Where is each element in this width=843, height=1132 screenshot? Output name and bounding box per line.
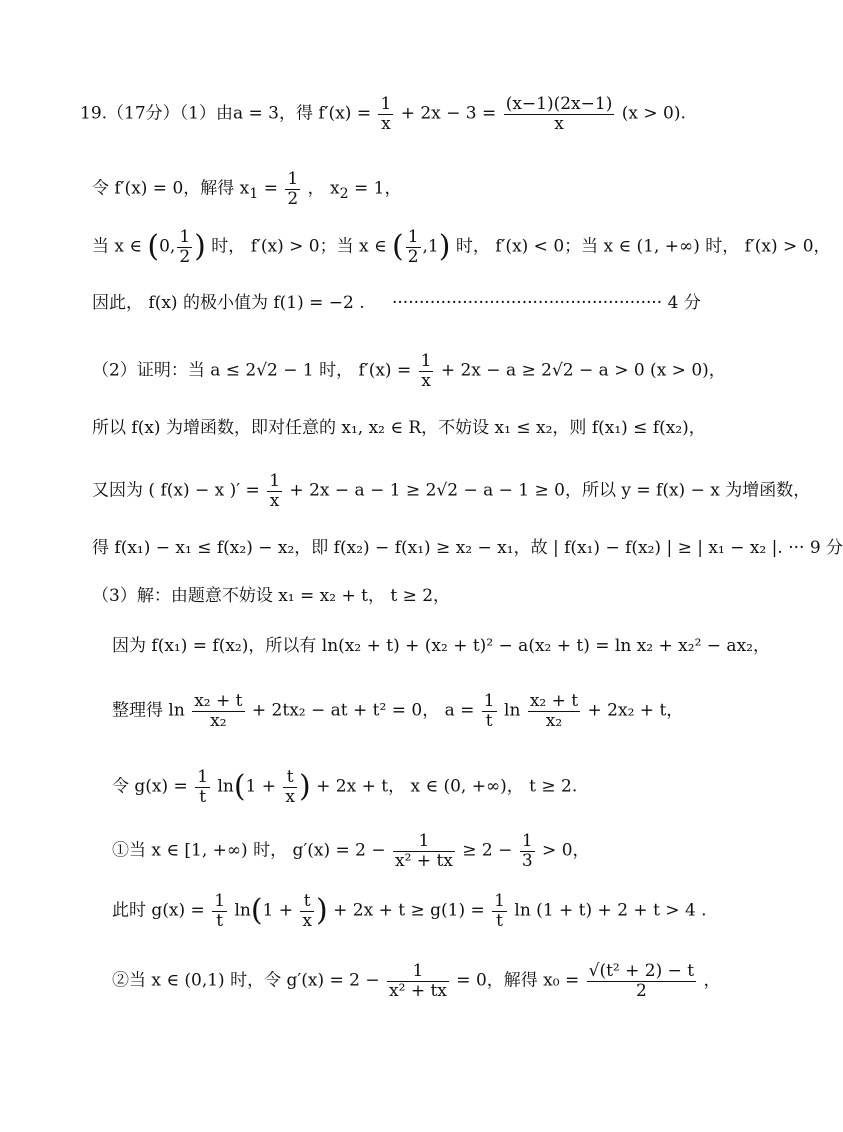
numerator: 1 [420, 351, 432, 371]
text-part: 又因为 ( f(x) − x )′ = [92, 480, 260, 501]
text-part: （3）解：由题意不妨设 x₁ = x₂ + t， t ≥ 2， [92, 586, 451, 606]
fraction [520, 832, 535, 870]
text-part: = 0，解得 x₀ = [456, 970, 580, 991]
denominator: 2 [287, 188, 299, 209]
denominator: x [302, 910, 313, 931]
fraction [300, 892, 314, 930]
solution-line-4 [92, 295, 365, 312]
numerator: t [300, 892, 314, 912]
numerator: 1 [494, 891, 505, 911]
text-part: ， x [307, 178, 340, 199]
fraction [177, 228, 192, 266]
score-line-4 [392, 295, 701, 312]
text-part: > 0， [542, 840, 590, 861]
text-part: ≥ 2 − [462, 840, 513, 861]
text-part: ln (1 + t) + 2 + t > 4 . [514, 900, 707, 921]
solution-line-5 [92, 352, 726, 390]
subscript: 2 [339, 186, 349, 203]
text-part: 时， f′(x) < 0；当 x ∈ (1, +∞) 时， f′(x) > 0， [455, 236, 831, 257]
numerator: t [283, 768, 297, 788]
solution-line-13 [112, 832, 590, 870]
fraction [267, 472, 282, 510]
dot-leader: ·················································· [392, 293, 663, 313]
text-part: 令 g(x) = [112, 776, 188, 797]
denominator: t [216, 910, 224, 931]
fraction [192, 692, 244, 730]
solution-line-9 [92, 588, 450, 605]
numerator: 1 [521, 831, 533, 851]
fraction [195, 768, 210, 806]
fraction [212, 892, 227, 930]
solution-line-12 [112, 768, 577, 806]
solution-line-10 [112, 638, 770, 655]
fraction [387, 962, 449, 1000]
problem-intro: 19.（17分）（1）由a = 3，得 [80, 103, 313, 124]
text-part: 此时 g(x) = [112, 900, 205, 921]
derivative-expr: f′(x) = [318, 103, 372, 124]
fraction [406, 228, 421, 266]
text-part: 整理得 ln [112, 700, 185, 721]
fraction [528, 692, 580, 730]
solution-line-15 [112, 962, 721, 1000]
open-paren: ( [233, 769, 246, 805]
solution-line-8 [92, 540, 843, 557]
open-paren: ( [391, 229, 404, 265]
fraction [492, 892, 507, 930]
score-label: 9 分 [809, 538, 843, 558]
fraction [393, 832, 455, 870]
fraction [504, 95, 615, 133]
solution-line-1 [80, 95, 686, 133]
denominator: 2 [407, 246, 419, 267]
text-part: + 2tx₂ − at + t² = 0， a = [251, 700, 475, 721]
score-label: 4 分 [667, 293, 701, 313]
denominator: x [381, 113, 391, 134]
text-part: 1 + [245, 776, 277, 797]
denominator: 2 [635, 980, 647, 1001]
text-part: ln [217, 776, 234, 797]
numerator: (x−1)(2x−1) [505, 94, 613, 114]
numerator: 1 [407, 227, 419, 247]
numerator: 1 [483, 691, 495, 711]
text-part: ， [703, 970, 721, 991]
denominator: 3 [521, 850, 533, 871]
text-part: + 2x₂ + t， [587, 700, 684, 721]
text-part: ②当 x ∈ (0,1) 时，令 g′(x) = 2 − [112, 970, 380, 991]
text-part: + 2x + t ≥ g(1) = [333, 900, 485, 921]
text-part: 因此， f(x) 的极小值为 f(1) = −2 . [92, 293, 365, 313]
text-part: ln [504, 700, 521, 721]
fraction [283, 768, 297, 806]
text-part: ln [234, 900, 251, 921]
numerator: x₂ + t [529, 691, 579, 711]
text-part: 得 f(x₁) − x₁ ≤ f(x₂) − x₂，即 f(x₂) − f(x₁) ≥ x₂ − x₁，故 | f(x₁) − f(x₂) | ≥ | x₁ − x₂ |. [92, 538, 783, 558]
text-part: + 2x − a − 1 ≥ 2√2 − a − 1 ≥ 0，所以 y = f(x) − x 为增函数， [289, 480, 811, 501]
interval-end: ,1 [422, 236, 439, 257]
text-part: 1 + [262, 900, 294, 921]
numerator: 1 [214, 891, 226, 911]
fraction [419, 352, 434, 390]
denominator: t [199, 786, 207, 807]
solution-line-2 [92, 170, 401, 208]
fraction [587, 962, 697, 1000]
fraction [482, 692, 497, 730]
open-paren: ( [147, 229, 160, 265]
solution-line-6 [92, 420, 706, 437]
solution-line-3 [92, 228, 831, 266]
denominator: x₂ [210, 710, 227, 731]
text-part: + 2x + t， x ∈ (0, +∞)， t ≥ 2. [316, 776, 578, 797]
text-part: 令 f′(x) = 0，解得 x [92, 178, 250, 199]
text-part: 当 x ∈ [92, 236, 142, 257]
denominator: t [485, 710, 493, 731]
interval-start: 0, [159, 236, 176, 257]
denominator: 2 [179, 246, 191, 267]
expr-part: + 2x − 3 = [400, 103, 497, 124]
denominator: x [421, 370, 431, 391]
text-part: + 2x − a ≥ 2√2 − a > 0 (x > 0)， [440, 360, 726, 381]
text-part: ①当 x ∈ [1, +∞) 时， g′(x) = 2 − [112, 840, 386, 861]
denominator: x [554, 113, 564, 134]
denominator: t [496, 910, 503, 931]
numerator: √(t² + 2) − t [588, 961, 695, 981]
dot-leader: ··· [788, 538, 805, 558]
close-paren: ) [438, 229, 451, 265]
open-paren: ( [250, 893, 263, 929]
fraction [285, 170, 300, 208]
denominator: x [269, 490, 280, 511]
close-paren: ) [299, 769, 311, 805]
numerator: 1 [269, 471, 281, 491]
numerator: 1 [197, 767, 209, 787]
numerator: 1 [393, 832, 455, 852]
solution-line-11 [112, 692, 683, 730]
numerator: 1 [179, 227, 191, 247]
text-part: 时， f′(x) > 0；当 x ∈ [211, 236, 387, 257]
numerator: x₂ + t [194, 691, 243, 711]
fraction [378, 95, 393, 133]
denominator: x² + tx [389, 980, 447, 1001]
text-part: = [258, 178, 278, 199]
solution-line-7 [92, 472, 810, 510]
numerator: 1 [287, 169, 299, 189]
denominator: x [285, 786, 296, 807]
denominator: x² + tx [395, 850, 453, 871]
text-part: （2）证明：当 a ≤ 2√2 − 1 时， f′(x) = [92, 360, 412, 381]
text-part: 所以 f(x) 为增函数，即对任意的 x₁, x₂ ∈ R，不妨设 x₁ ≤ x₂，则 f(x₁) ≤ f(x₂)， [92, 418, 706, 438]
text-part: 因为 f(x₁) = f(x₂)，所以有 ln(x₂ + t) + (x₂ + t)² − a(x₂ + t) = ln x₂ + x₂² − ax₂， [112, 636, 770, 656]
subscript: 1 [249, 186, 259, 203]
close-paren: ) [316, 893, 328, 929]
text-part: = 1， [348, 178, 402, 199]
numerator: 1 [387, 962, 449, 982]
close-paren: ) [194, 229, 206, 265]
numerator: 1 [380, 94, 392, 114]
expr-part: (x > 0). [621, 103, 686, 124]
solution-line-14 [112, 892, 707, 930]
denominator: x₂ [545, 710, 563, 731]
